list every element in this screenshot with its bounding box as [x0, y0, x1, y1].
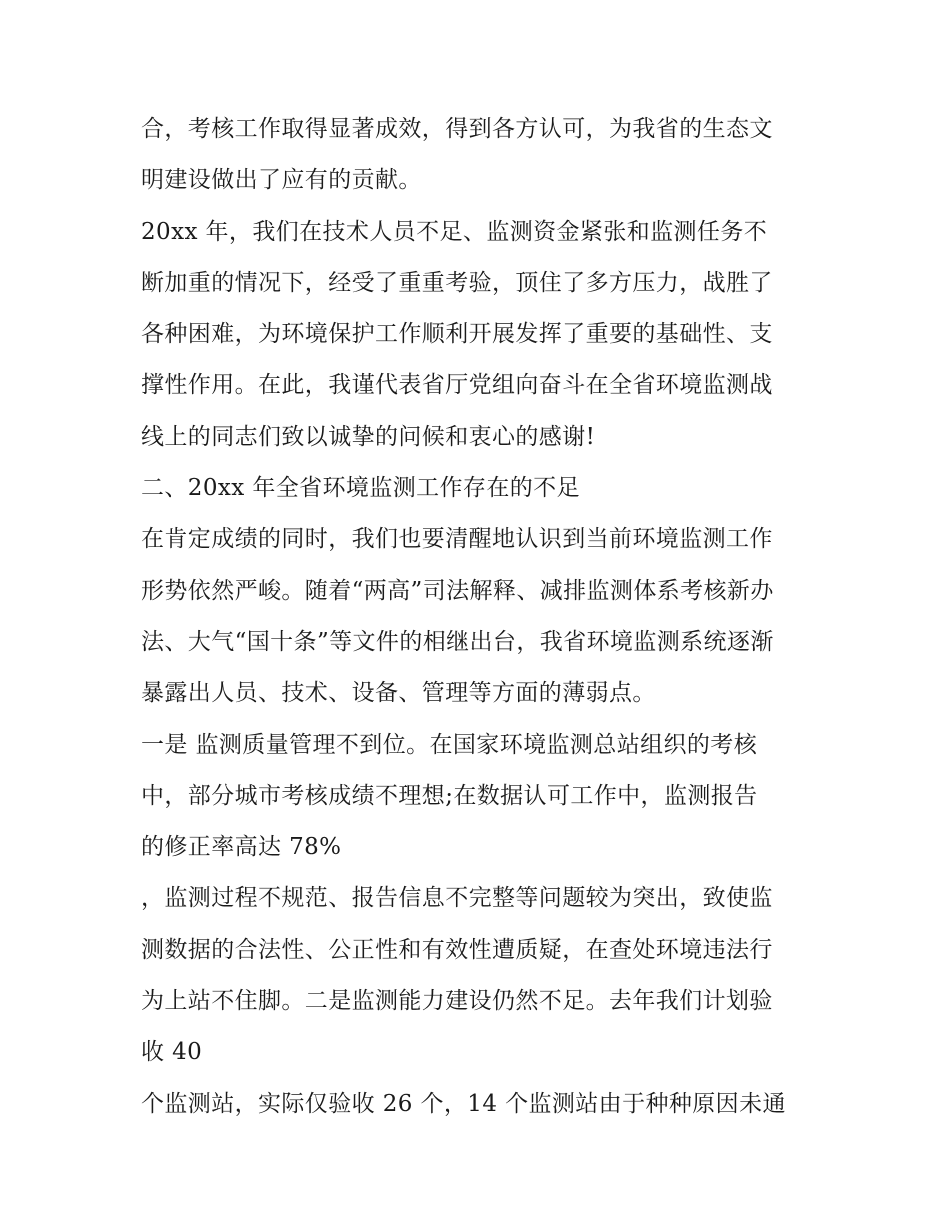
section-heading: 二、20xx 年全省环境监测工作存在的不足 [141, 475, 580, 502]
text-line: 合，考核工作取得显著成效，得到各方认可，为我省的生态文 [141, 116, 773, 142]
text-line: ，监测过程不规范、报告信息不完整等问题较为突出，致使监 [141, 885, 773, 912]
text-line: 线上的同志们致以诚挚的问候和衷心的感谢! [141, 423, 596, 450]
text-line: 断加重的情况下，经受了重重考验，顶住了多方压力，战胜了 [141, 269, 773, 296]
text-line: 收 40 [141, 1039, 203, 1066]
text-line: 在肯定成绩的同时，我们也要清醒地认识到当前环境监测工作 [141, 526, 773, 553]
text-line: 撑性作用。在此，我谨代表省厅党组向奋斗在全省环境监测战 [141, 372, 773, 399]
text-line: 形势依然严峻。随着“两高”司法解释、减排监测体系考核新办 [141, 577, 774, 604]
text-line: 一是 监测质量管理不到位。在国家环境监测总站组织的考核 [141, 731, 758, 758]
text-line: 20xx 年，我们在技术人员不足、监测资金紧张和监测任务不 [141, 218, 768, 245]
text-line: 的修正率高达 78% [141, 834, 342, 861]
text-line: 暴露出人员、技术、设备、管理等方面的薄弱点。 [141, 680, 656, 707]
text-line: 中，部分城市考核成绩不理想;在数据认可工作中，监测报告 [141, 782, 758, 809]
text-line: 法、大气“国十条”等文件的相继出台，我省环境监测系统逐渐 [141, 628, 774, 655]
text-line: 测数据的合法性、公正性和有效性遭质疑，在查处环境违法行 [141, 936, 773, 963]
text-line: 各种困难，为环境保护工作顺利开展发挥了重要的基础性、支 [141, 321, 773, 348]
text-line: 个监测站，实际仅验收 26 个，14 个监测站由于种种原因未通 [141, 1090, 786, 1117]
text-line: 明建设做出了应有的贡献。 [141, 167, 422, 194]
body-text [141, 104, 821, 1130]
text-line: 为上站不住脚。二是监测能力建设仍然不足。去年我们计划验 [141, 988, 773, 1015]
